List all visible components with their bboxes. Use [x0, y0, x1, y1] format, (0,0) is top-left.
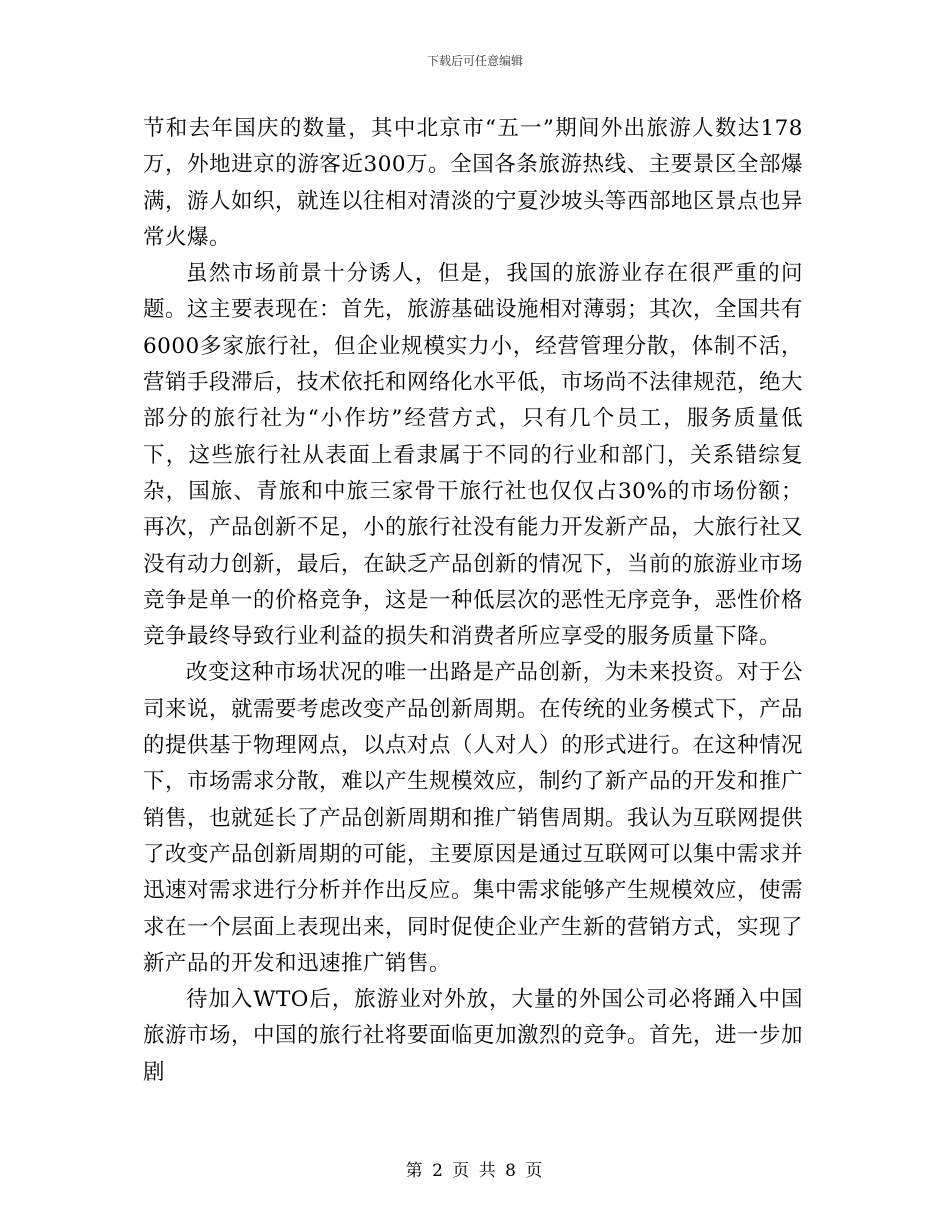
paragraph-3: 改变这种市场状况的唯一出路是产品创新，为未来投资。对于公司来说，就需要考虑改变产品创新周期。在传统的业务模式下，产品的提供基于物理网点，以点对点（人对人）的形式进行。在这种情况下，市场需求分散，难以产生规模效应，制约了新产品的开发和推广销售，也就延长了产品创新周期和推广销售周期。我认为互联网提供了改变产品创新周期的可能，主要原因是通过互联网可以集中需求并迅速对需求进行分析并作出反应。集中需求能够产生规模效应，使需求在一个层面上表现出来，同时促使企业产生新的营销方式，实现了新产品的开发和迅速推广销售。 [143, 660, 804, 976]
document-body [143, 111, 803, 1091]
paragraph-2: 虽然市场前景十分诱人，但是，我国的旅游业存在很严重的问题。这主要表现在：首先，旅游基础设施相对薄弱；其次，全国共有6000多家旅行社，但企业规模实力小，经营管理分散，体制不活，营销手段滞后，技术依托和网络化水平低，市场尚不法律规范，绝大部分的旅行社为“小作坊”经营方式，只有几个员工，服务质量低下，这些旅行社从表面上看隶属于不同的行业和部门，关系错综复杂，国旅、青旅和中旅三家骨干旅行社也仅仅占30%的市场份额；再次，产品创新不足，小的旅行社没有能力开发新产品，大旅行社又没有动力创新，最后，在缺乏产品创新的情况下，当前的旅游业市场竞争是单一的价格竞争，这是一种低层次的恶性无序竞争，恶性价格竞争最终导致行业利益的损失和消费者所应享受的服务质量下降。 [143, 261, 804, 650]
page-footer: 第 2 页 共 8 页 [405, 1161, 545, 1181]
page-header: 下载后可任意编辑 [426, 54, 523, 68]
paragraph-1: 节和去年国庆的数量，其中北京市“五一”期间外出旅游人数达178万，外地进京的游客近300万。全国各条旅游热线、主要景区全部爆满，游人如织，就连以往相对清淡的宁夏沙坡头等西部地区景点也异常火爆。 [143, 116, 804, 250]
paragraph-4: 待加入WTO后，旅游业对外放，大量的外国公司必将踊入中国旅游市场，中国的旅行社将要面临更加激烈的竞争。首先，进一步加剧 [143, 987, 804, 1085]
